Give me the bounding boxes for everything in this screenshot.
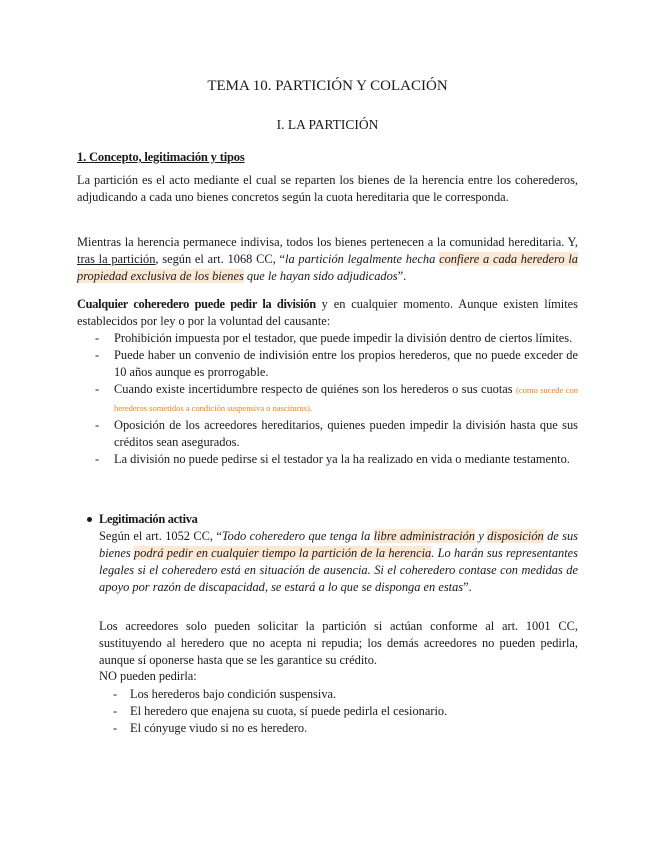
section-heading: I. LA PARTICIÓN xyxy=(276,117,379,132)
paragraph-indivision: Mientras la herencia permanece indivisa, todos los bienes pertenecen a la comunidad hereditaria. Y, tras la partición, según el art. 1068 CC, “la partición legalmente hecha confiere a cada heredero la propiedad exclusiva de los bienes que le hayan sido adjudicados”. xyxy=(77,235,579,283)
highlighted-phrase: confiere a cada heredero la propiedad exclusiva de los bienes xyxy=(77,252,579,283)
paragraph-acreedores: Los acreedores solo pueden solicitar la partición si actúan conforme al art. 1001 CC, sustituyendo al heredero que no acepta ni repudia; los demás acreedores no pueden pedirla, aunque sí oponerse hasta que se les garantice su crédito. xyxy=(99,619,578,667)
highlighted-phrase: libre administración xyxy=(373,529,476,543)
list-item: - El heredero que enajena su cuota, sí puede pedirla el cesionario. xyxy=(113,704,448,718)
limits-list xyxy=(77,330,578,468)
margin-note: (como sucede con herederos sometidos a condición suspensiva o nasciturus). xyxy=(114,385,578,413)
document-title: TEMA 10. PARTICIÓN Y COLACIÓN xyxy=(207,78,448,94)
bullet-icon xyxy=(87,517,92,522)
list-item: - La división no puede pedirse si el testador ya la ha realizado en vida o mediante testamento. xyxy=(95,452,570,466)
list-item: - Oposición de los acreedores hereditarios, quienes pueden impedir la división hasta que sus créditos sean asegurados. xyxy=(95,418,578,449)
highlighted-phrase: podrá pedir en cualquier tiempo la partición de la herencia xyxy=(133,546,432,560)
paragraph-art-1052: Según el art. 1052 CC, “Todo coheredero que tenga la libre administración y disposición de sus bienes podrá pedir en cualquier tiempo la partición de la herencia. Lo harán sus representantes legales si el coheredero está en situación de ausencia. Si el coheredero contase con medidas de apoyo por razón de discapacidad, se estará a lo que se disponga en estas”. xyxy=(99,529,579,594)
list-item: - Los herederos bajo condición suspensiva. xyxy=(113,687,337,701)
list-item: - El cónyuge viudo si no es heredero. xyxy=(113,721,308,735)
list-item: - Cuando existe incertidumbre respecto de quiénes son los herederos o sus cuotas (como sucede con herederos sometidos a condición suspensiva o nasciturus). xyxy=(95,382,578,413)
excluded-list xyxy=(99,686,578,737)
underlined-phrase: tras la partición xyxy=(77,252,156,266)
list-item: - Puede haber un convenio de indivisión entre los propios herederos, que no puede exceder de 10 años aunque es prorrogable. xyxy=(95,348,578,379)
paragraph-division: Cualquier coheredero puede pedir la división y en cualquier momento. Aunque existen límites establecidos por ley o por la voluntad del causante: xyxy=(77,297,578,328)
list-item: - Prohibición impuesta por el testador, que puede impedir la división dentro de ciertos límites. xyxy=(95,331,573,345)
no-pueden-label: NO pueden pedirla: xyxy=(99,669,197,683)
highlighted-phrase: disposición xyxy=(487,529,544,543)
paragraph-definition: La partición es el acto mediante el cual se reparten los bienes de la herencia entre los coherederos, adjudicando a cada uno bienes concretos según la cuota hereditaria que le corresponda. xyxy=(77,173,578,204)
subsection-heading: 1. Concepto, legitimación y tipos xyxy=(77,150,245,164)
